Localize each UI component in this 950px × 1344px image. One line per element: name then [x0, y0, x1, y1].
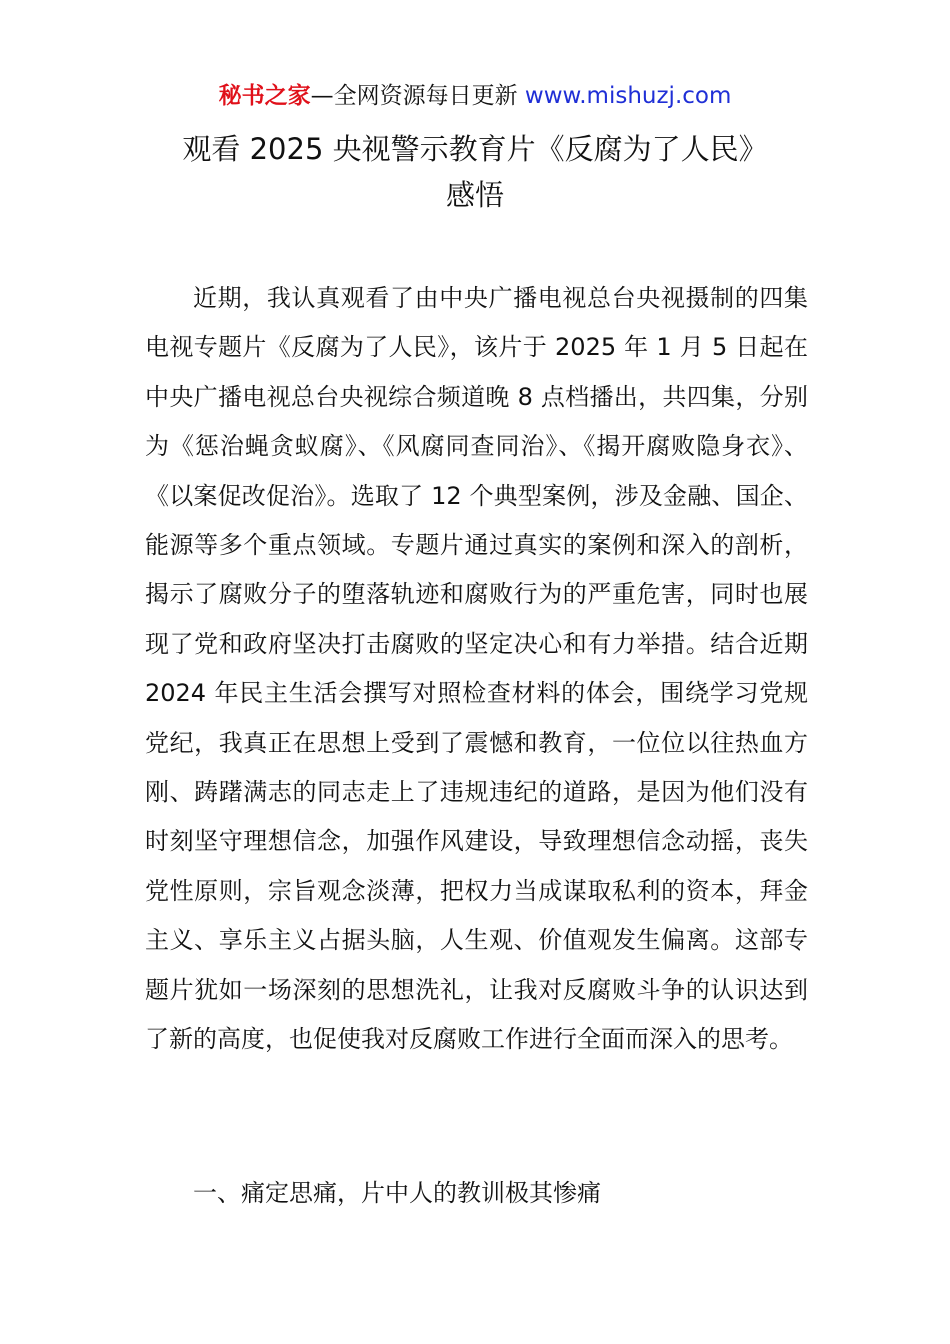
site-url-link[interactable]: www.mishuzj.com: [524, 83, 732, 109]
header-tagline: —全网资源每日更新: [310, 83, 525, 109]
title-line-1: 观看 2025 央视警示教育片《反腐为了人民》: [182, 132, 768, 166]
document-title: [100, 126, 850, 218]
section-heading: 一、痛定思痛，片中人的教训极其惨痛: [193, 1179, 601, 1207]
document-body: [145, 274, 808, 1065]
site-header: [0, 80, 950, 112]
title-line-2: 感悟: [445, 178, 504, 212]
brand-name: 秘书之家: [218, 83, 311, 109]
body-paragraph: 近期，我认真观看了由中央广播电视总台央视摄制的四集电视专题片《反腐为了人民》，该片于 2025 年 1 月 5 日起在中央广播电视总台央视综合频道晚 8 点档播出，共四集，分别为《惩治蝇贪蚁腐》、《风腐同查同治》、《揭开腐败隐身衣》、《以案促改促治》。选取了 12 个典型案例，涉及金融、国企、能源等多个重点领域。专题片通过真实的案例和深入的剖析，揭示了腐败分子的堕落轨迹和腐败行为的严重危害，同时也展现了党和政府坚决打击腐败的坚定决心和有力举措。结合近期 2024 年民主生活会撰写对照检查材料的体会，围绕学习党规党纪，我真正在思想上受到了震憾和教育，一位位以往热血方刚、踌躇满志的同志走上了违规违纪的道路，是因为他们没有时刻坚守理想信念，加强作风建设，导致理想信念动摇，丧失党性原则，宗旨观念淡薄，把权力当成谋取私利的资本，拜金主义、享乐主义占据头脑，人生观、价值观发生偏离。这部专题片犹如一场深刻的思想洗礼，让我对反腐败斗争的认识达到了新的高度，也促使我对反腐败工作进行全面而深入的思考。: [145, 284, 808, 1054]
